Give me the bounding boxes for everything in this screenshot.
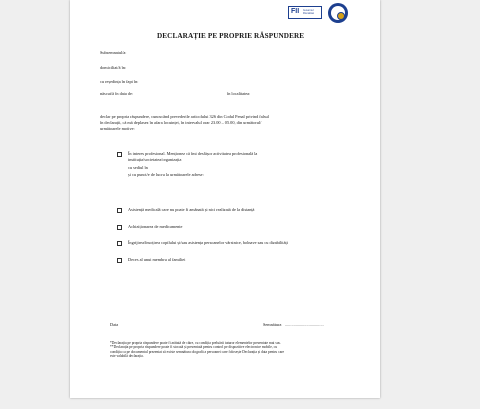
option-death-label: Deces al unui membru al familiei — [128, 257, 186, 262]
intro-line: în declarații, că mă deplasez în afara locuinței, în intervalul orar 23.00 – 05.00, din următorul/ — [100, 120, 262, 125]
footnote: condiția ca pe documentul prezentat să existe semnătura olografă a persoanei care folosește Declarația și data pentru care — [110, 349, 285, 354]
field-residence-label: cu reședința în fapt în: — [100, 79, 139, 84]
field-locality-label: în localitatea: — [227, 91, 251, 96]
option-professional-institution: instituția/societatea/organizația — [128, 157, 182, 162]
field-domicile-label: domiciliat/ă în: — [100, 65, 127, 70]
fii-logo-subtext: Guvernul României — [303, 9, 314, 15]
signature-line: .................................... — [285, 322, 324, 327]
option-medicines-checkbox[interactable] — [117, 225, 122, 230]
footnote: **Declarația pe propria răspundere poate fi stocată și prezentată pentru control pe dispozitive electronice mobile, cu — [110, 345, 278, 350]
fii-logo-text: FII — [291, 8, 300, 15]
intro-line: declar pe propria răspundere, cunoscând prevederile articolului 326 din Codul Penal privind falsul — [100, 114, 269, 119]
footnotes — [110, 341, 365, 359]
field-undersigned-label: Subsemnatul/a: — [100, 50, 127, 55]
option-professional-headquarters: cu sediul în — [128, 165, 148, 170]
option-medical-checkbox[interactable] — [117, 208, 122, 213]
intro-line: următoarele motive: — [100, 126, 135, 131]
document-page — [70, 0, 380, 398]
option-professional-workpoints: și cu punct/e de lucru la următoarele adrese: — [128, 172, 204, 177]
field-born-on-label: născut/ă în data de: — [100, 91, 134, 96]
footnote: este valabilă declarația. — [110, 354, 144, 359]
option-professional-checkbox[interactable] — [117, 152, 122, 157]
date-label: Data — [110, 322, 119, 327]
option-professional-label: În interes profesional. Menționez că îmi desfășor activitatea profesională la — [128, 151, 258, 156]
government-seal-icon — [328, 3, 348, 23]
option-medicines-label: Achiziționarea de medicamente — [128, 224, 183, 229]
signature-label: Semnătura — [263, 322, 282, 327]
option-care-label: Îngrijirea/însoțirea copilului și/sau asistența persoanelor vârstnice, bolnave sau cu dizabilități — [128, 240, 288, 245]
option-care-checkbox[interactable] — [117, 241, 122, 246]
footnote: *Declarația pe propria răspundere poate fi arătată de către, cu condiția preluării tuturor elementelor prezentate mai sus. — [110, 341, 281, 345]
option-death-checkbox[interactable] — [117, 258, 122, 263]
document-title: DECLARAȚIE PE PROPRIE RĂSPUNDERE — [157, 32, 305, 40]
fii-logo — [288, 6, 322, 19]
option-medical-label: Asistență medicală care nu poate fi amânată și nici realizată de la distanță — [128, 207, 255, 212]
